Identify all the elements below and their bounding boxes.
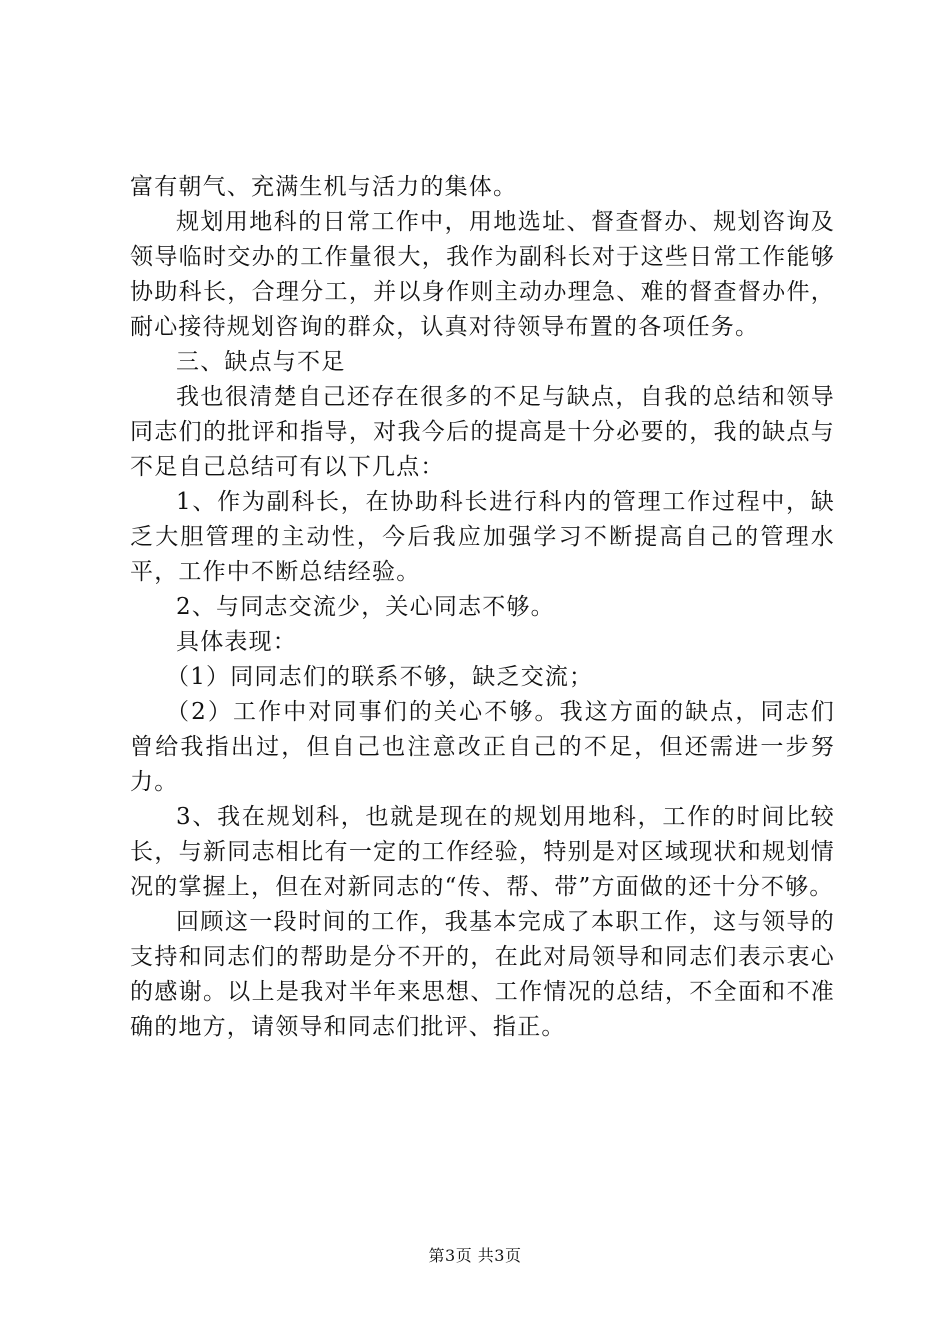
point-2: 2、与同志交流少，关心同志不够。 (176, 594, 555, 620)
specific-label: 具体表现： (176, 629, 297, 655)
paragraph-3: 我也很清楚自己还存在很多的不足与缺点，自我的总结和领导同志们的批评和指导，对我今后的提高是十分必要的，我的缺点与不足自己总结可有以下几点： (130, 384, 835, 480)
point-3: 3、我在规划科，也就是现在的规划用地科，工作的时间比较长，与新同志相比有一定的工作经验，特别是对区域现状和规划情况的掌握上，但在对新同志的“传、帮、带”方面做的还十分不够。 (130, 804, 835, 900)
sub-point-1: （1）同同志们的联系不够，缺乏交流； (166, 664, 594, 690)
paragraph-1: 富有朝气、充满生机与活力的集体。 (130, 174, 518, 200)
paragraph-2: 规划用地科的日常工作中，用地选址、督查督办、规划咨询及领导临时交办的工作量很大，我作为副科长对于这些日常工作能够协助科长，合理分工，并以身作则主动办理急、难的督查督办件，耐心接待规划咨询的群众，认真对待领导布置的各项任务。 (130, 209, 835, 340)
page-footer: 第3页 共3页 (428, 1246, 522, 1265)
section-heading: 三、缺点与不足 (176, 349, 346, 375)
closing-paragraph: 回顾这一段时间的工作，我基本完成了本职工作，这与领导的支持和同志们的帮助是分不开的，在此对局领导和同志们表示衷心的感谢。以上是我对半年来思想、工作情况的总结，不全面和不准确的地方，请领导和同志们批评、指正。 (130, 909, 835, 1040)
point-1: 1、作为副科长，在协助科长进行科内的管理工作过程中，缺乏大胆管理的主动性，今后我应加强学习不断提高自己的管理水平，工作中不断总结经验。 (130, 489, 835, 585)
document-body (130, 170, 835, 1045)
sub-point-2: （2）工作中对同事们的关心不够。我这方面的缺点，同志们曾给我指出过，但自己也注意改正自己的不足，但还需进一步努力。 (130, 699, 835, 795)
